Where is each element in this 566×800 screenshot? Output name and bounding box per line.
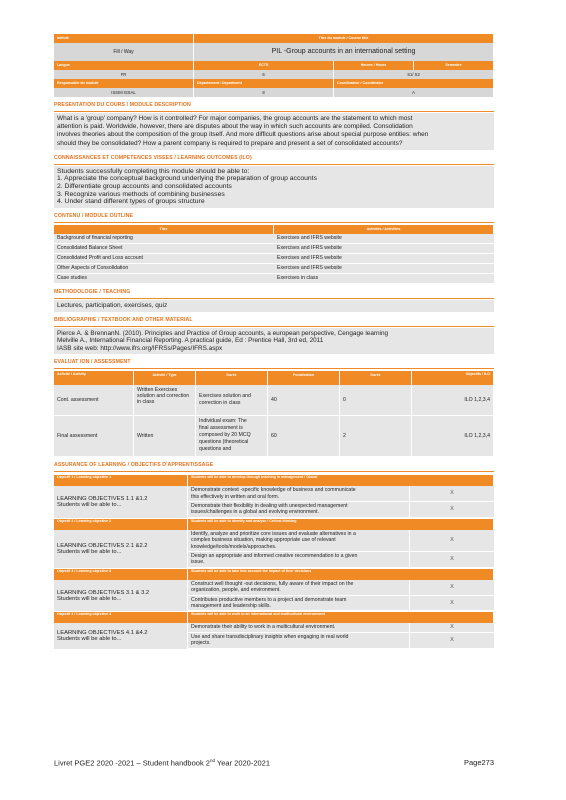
objective-item xyxy=(188,502,494,518)
objective-3-items xyxy=(188,580,494,612)
outline-topic: Other Aspects of Consolidation xyxy=(57,264,129,271)
header-responsable-value: ISSIM ISSAL xyxy=(54,88,194,97)
outline-topic: Consolidated Profit and Loss account xyxy=(57,254,143,261)
section-heading-teaching: METHODOLOGIE / TEACHING xyxy=(54,286,494,299)
assessment-duration-line: final assessment is xyxy=(199,425,243,432)
objective-check-mark: X xyxy=(450,537,454,544)
objective-item-line: Design an appropriate and informed creative recommendation to a given xyxy=(191,553,358,560)
objective-2-label xyxy=(54,530,188,568)
presentation-line: What is a 'group' company? How is it controlled? For major companies, the group accounts are the statement to which most xyxy=(57,115,413,122)
presentation-text xyxy=(54,113,494,150)
outcome-line: 3. Recognize various methods of combining businesses xyxy=(57,190,225,198)
objective-check-mark: X xyxy=(450,584,454,591)
textbook-line: Pierce A. & BrennanN. (2010). Principles and Practice of Group accounts, a european perspective, Cengage learning xyxy=(57,329,389,337)
outcome-line: 1. Appreciate the conceptual background underlying the preparation of group accounts xyxy=(57,175,317,183)
outline-topic: Background of financial reporting xyxy=(57,234,133,241)
section-heading-assurance: ASSURANCE OF LEARNING / OBJECTIFS D'APPRENTISSAGE xyxy=(54,459,494,472)
presentation-line: involves theories about the composition of the group itself. And more difficult questions arise about special purpose entities: when xyxy=(57,131,429,139)
objective-1-label xyxy=(54,486,188,518)
objective-2-header xyxy=(54,519,494,530)
objective-item-text xyxy=(188,502,410,517)
course-title: PIL -Group accounts in an international setting xyxy=(194,43,494,61)
header-langue-value: FR xyxy=(54,70,194,79)
header-semester-value: S1/ S2 xyxy=(334,70,494,79)
objective-label-sub: Students will be able to... xyxy=(57,595,122,602)
assessment-duration-line: questions and xyxy=(199,446,232,453)
table-row xyxy=(54,385,494,416)
assessment-duration-line: Exercises solution and xyxy=(199,393,251,400)
assessment-col-activity: Activité / Activity xyxy=(54,371,134,385)
objective-2-items xyxy=(188,530,494,568)
objective-3-header-left: Objectif 3 / Learning objective 3 xyxy=(54,569,188,580)
objective-1-header xyxy=(54,475,494,486)
assessment-col-hours: Durée xyxy=(340,371,412,385)
objective-check-mark: X xyxy=(450,490,454,497)
objective-item-line: Contributes productive members to a project and demonstrate team xyxy=(191,596,347,603)
objective-item-line: Construct well thought -out decisions, fully aware of their impact on the xyxy=(191,580,354,587)
objective-item-line: organization, people, and environment. xyxy=(191,587,281,594)
footer-handbook-title xyxy=(54,758,270,768)
header-row-5 xyxy=(54,79,494,88)
objective-1-block xyxy=(54,486,494,519)
assessment-hours: 2 xyxy=(340,416,412,456)
assessment-hours: 0 xyxy=(340,385,412,415)
header-row-1 xyxy=(54,34,494,43)
assessment-duration xyxy=(196,385,268,415)
objective-item-line: Demonstrate context -specific knowledge of business and communicate xyxy=(191,487,356,494)
objective-4-header-right: Students will be able to work in an international and multicultural environment xyxy=(188,612,494,623)
objective-check-mark: X xyxy=(450,637,454,644)
objective-item-text xyxy=(188,530,410,551)
objective-4-items xyxy=(188,623,494,648)
header-row-3 xyxy=(54,61,494,70)
header-label-ects: ECTS xyxy=(194,61,334,70)
objective-item xyxy=(188,552,494,568)
table-row xyxy=(54,416,494,457)
outline-activity: Exercises and IFRS website xyxy=(277,254,342,261)
objective-item-text xyxy=(188,633,410,648)
textbook-line: Melville A., International Financial Reporting. A practical guide, Ed : Prentice Hall, 3rd ed, 2011 xyxy=(57,337,324,345)
section-heading-outline: CONTENU / MODULE OUTLINE xyxy=(54,210,494,223)
objective-3-label xyxy=(54,580,188,612)
objective-label-title: LEARNING OBJECTIVES 1.1 &1.2 xyxy=(57,496,148,503)
objective-item-text xyxy=(188,486,410,501)
objective-item xyxy=(188,596,494,612)
assessment-activity xyxy=(134,385,196,415)
objective-item-line: this effectively in written and oral form. xyxy=(191,493,280,500)
objective-item-text xyxy=(188,580,410,595)
objective-item-line: Identify, analyze and prioritize core issues and evaluate alternatives in a xyxy=(191,530,356,537)
outline-activity: Exercises in class xyxy=(277,274,319,281)
assessment-type: Cont. assessment xyxy=(54,385,134,415)
objective-4-header-left: Objectif 4 / Learning objective 4 xyxy=(54,612,188,623)
objective-1-header-right: Students will be able to develop through teaching in management / Global xyxy=(188,475,494,486)
assessment-duration-line: composed by 20 MCQ xyxy=(199,432,251,439)
header-row-6 xyxy=(54,88,494,97)
assessment-col-ilo: Objectifs / ILO xyxy=(412,371,494,385)
header-row-4 xyxy=(54,70,494,79)
objective-4-block xyxy=(54,623,494,649)
assessment-duration-line: questions (theoretical xyxy=(199,439,249,446)
assessment-weight: 60 xyxy=(268,416,340,456)
objective-item-line: projects. xyxy=(191,640,211,647)
objective-item xyxy=(188,580,494,596)
header-ects-value: 6 xyxy=(194,70,334,79)
outline-col-title: Titre xyxy=(54,225,274,234)
objective-label-title: LEARNING OBJECTIVES 2.1 &2.2 xyxy=(57,542,148,549)
header-row-2 xyxy=(54,43,494,61)
header-label-intitule: Intitulé xyxy=(54,34,194,43)
objective-label-sub: Students will be able to... xyxy=(57,548,122,555)
objective-label-title: LEARNING OBJECTIVES 3.1 & 3.2 xyxy=(57,589,150,596)
assessment-duration xyxy=(196,416,268,456)
outcome-line: 2. Differentiate group accounts and consolidated accounts xyxy=(57,183,232,190)
header-coordinator-value: A xyxy=(334,88,494,97)
presentation-line: attention is paid. Worldwide, however, there are disputes about the way in which such accounts are compiled. Consolidation xyxy=(57,123,413,131)
table-row xyxy=(54,234,494,244)
teaching-line: Lectures, participation, exercises, quiz xyxy=(57,301,168,309)
objective-item-text xyxy=(188,552,410,567)
assessment-col-type: Activité / Type xyxy=(134,371,196,385)
textbook-text xyxy=(54,328,494,354)
table-row xyxy=(54,254,494,264)
objective-item-line: knowledge/tools/models/approaches. xyxy=(191,543,277,550)
outline-topic: Case studies xyxy=(57,274,87,281)
objective-item-line: Demonstrate their flexibility in dealing with unexpected management xyxy=(191,503,348,510)
table-row xyxy=(54,264,494,274)
assessment-col-weight: Pondération xyxy=(268,371,340,385)
table-row xyxy=(54,244,494,254)
objective-2-block xyxy=(54,530,494,569)
objective-item xyxy=(188,530,494,552)
assessment-activity: Written xyxy=(134,416,196,456)
assessment-activity-line: in class xyxy=(137,399,155,406)
header-way: Fill / Way xyxy=(54,43,194,61)
objective-item-text xyxy=(188,623,410,631)
objective-4-label xyxy=(54,623,188,648)
outline-activity: Exercises and IFRS website xyxy=(277,244,342,251)
assessment-activity-line: solution and correction xyxy=(137,393,190,400)
objective-item xyxy=(188,623,494,632)
assessment-col-duration: Durée xyxy=(196,371,268,385)
header-label-coordinator: Coordinateur / Coordinator xyxy=(334,79,494,88)
section-heading-learning-outcomes: CONNAISSANCES ET COMPETENCES VISEES / LEARNING OUTCOMES (ILO) xyxy=(54,152,494,165)
objective-item-line: management and leadership skills. xyxy=(191,603,271,610)
objective-item xyxy=(188,486,494,502)
page-content xyxy=(54,34,494,650)
assessment-duration-line: Individual exam: The xyxy=(199,418,247,425)
objective-item-line: issues/challenges in a global and evolving environment. xyxy=(191,509,320,516)
objective-4-header xyxy=(54,612,494,623)
objective-item-line: issue. xyxy=(191,559,205,566)
footer-page-number: Page273 xyxy=(463,758,494,767)
objective-label-sub: Students will be able to... xyxy=(57,502,122,509)
objective-check-mark: X xyxy=(450,599,454,606)
assessment-ilo: ILO 1,2,3,4 xyxy=(412,385,494,415)
footer-title-sup: nd xyxy=(209,758,215,763)
objective-item-line: complex business situation, making appropriate use of relevant xyxy=(191,537,336,544)
header-label-course-title: Titre du module / Course title xyxy=(194,34,494,43)
assessment-header xyxy=(54,371,494,385)
header-label-hours: Heures / Hours xyxy=(334,61,414,70)
objective-3-block xyxy=(54,580,494,613)
objective-item-line: Use and share transdisciplinary insights when engaging in real world xyxy=(191,633,349,640)
objective-1-header-left: Objectif 1 / Learning objective 1 xyxy=(54,475,188,486)
objective-check-mark: X xyxy=(450,556,454,563)
objective-2-header-right: Students will be able to identify and analyse / Critical thinking xyxy=(188,519,494,530)
objective-item-text xyxy=(188,596,410,611)
assessment-duration-line: correction in class xyxy=(199,400,241,407)
objective-1-items xyxy=(188,486,494,518)
outcome-line: 4. Under stand different types of groups structure xyxy=(57,198,205,206)
outcome-line: Students successfully completing this module should be able to: xyxy=(57,167,250,175)
objective-label-sub: Students will be able to... xyxy=(57,636,122,643)
header-label-responsable: Responsable du module xyxy=(54,79,194,88)
assessment-type: Final assessment xyxy=(54,416,134,456)
section-heading-assessment: EVALUAT ION / ASSESSMENT xyxy=(54,356,494,369)
section-heading-presentation: PRESENTATION DU COURS / MODULE DESCRIPTION xyxy=(54,99,494,112)
learning-outcomes-text xyxy=(54,166,494,208)
header-label-langue: Langue xyxy=(54,61,194,70)
objective-check-mark: X xyxy=(450,506,454,513)
objective-2-header-left: Objectif 2 / Learning objective 2 xyxy=(54,519,188,530)
header-label-semester: Semestre xyxy=(414,61,494,70)
objective-3-header xyxy=(54,569,494,580)
header-label-department: Département / Department xyxy=(194,79,334,88)
assessment-ilo: ILO 1,2,3,4 xyxy=(412,416,494,456)
objective-label-title: LEARNING OBJECTIVES 4.1 &4.2 xyxy=(57,630,148,637)
header-department-value: 8 xyxy=(194,88,334,97)
objective-item xyxy=(188,633,494,649)
outline-topic: Consolidated Balance Sheet xyxy=(57,244,123,251)
outline-col-activities: Activités / Activities xyxy=(274,225,494,234)
outline-activity: Exercises and IFRS website xyxy=(277,264,342,271)
table-row xyxy=(54,274,494,284)
section-heading-textbook: BIBLIOGRAPHIE / TEXTBOOK AND OTHER MATERIAL xyxy=(54,314,494,327)
footer-title-year: Year 2020-2021 xyxy=(216,758,271,768)
assessment-activity-line: Written Exercises xyxy=(137,387,178,394)
presentation-line: should they be consolidated? How a parent company is required to prepare and present a set of consolidated accounts? xyxy=(57,139,403,147)
outline-activity: Exercises and IFRS website xyxy=(277,234,342,241)
outline-header xyxy=(54,225,494,234)
objective-3-header-right: Students will be able to take into account the impact of their decisions xyxy=(188,569,494,580)
textbook-line: IASB site web: http://www.ifrs.org/IFRSs/Pages/IFRS.aspx xyxy=(57,344,223,352)
objective-item-line: Demonstrate their ability to work in a multicultural environment. xyxy=(191,624,336,631)
teaching-text xyxy=(54,300,494,312)
footer-title-text: Livret PGE2 2020 -2021 – Student handbook 2 xyxy=(54,758,210,768)
objective-check-mark: X xyxy=(450,624,454,631)
assessment-weight: 40 xyxy=(268,385,340,415)
page-footer xyxy=(54,758,494,768)
